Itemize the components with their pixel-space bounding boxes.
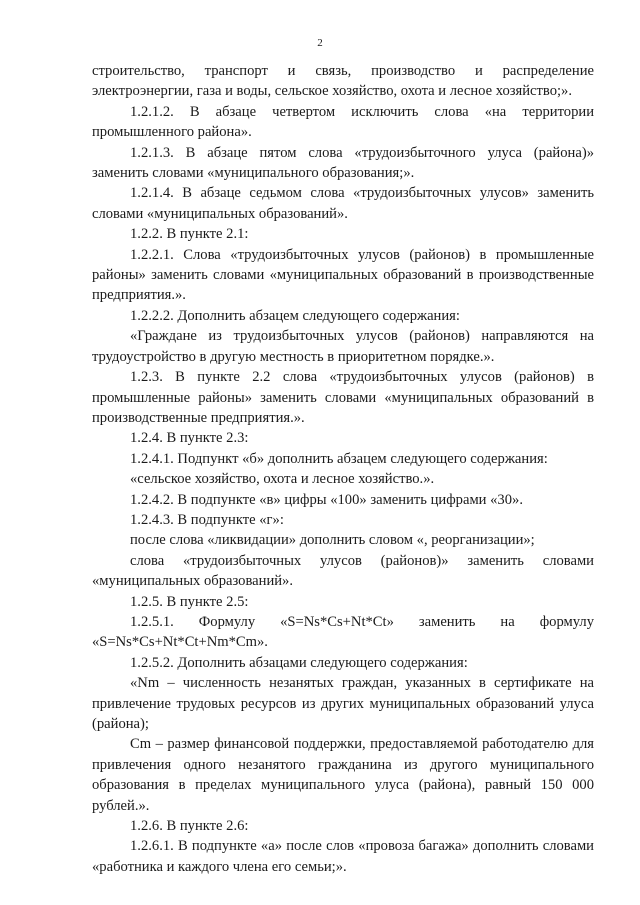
paragraph: 1.2.1.2. В абзаце четвертом исключить слова «на территории промышленного района».: [92, 103, 594, 141]
paragraph: после слова «ликвидации» дополнить словом «, реорганизации»;: [130, 532, 535, 549]
paragraph: 1.2.4. В пункте 2.3:: [130, 430, 249, 447]
page-number: 2: [317, 37, 323, 49]
paragraph: 1.2.6.1. В подпункте «а» после слов «провоза багажа» дополнить словами «работника и каждого члена его семьи;».: [92, 838, 594, 875]
paragraph: слова «трудоизбыточных улусов (районов)» заменить словами «муниципальных образований».: [92, 552, 594, 590]
paragraph: 1.2.2. В пункте 2.1:: [130, 226, 249, 243]
paragraph: 1.2.3. В пункте 2.2 слова «трудоизбыточных улусов (районов) в промышленные районы» заменить словами «муниципальных образований в производственные предприятия.».: [92, 369, 594, 426]
paragraph: 1.2.5. В пункте 2.5:: [130, 593, 249, 610]
paragraph: строительство, транспорт и связь, производство и распределение электроэнергии, газа и воды, сельское хозяйство, охота и лесное хозяйство;».: [92, 63, 594, 100]
paragraph: Cm – размер финансовой поддержки, предоставляемой работодателю для привлечения одного незанятого гражданина из другого муниципального образования в пределах муниципального улуса (района), равный 150 000 рублей.».: [92, 736, 594, 814]
paragraph: 1.2.4.2. В подпункте «в» цифры «100» заменить цифрами «30».: [130, 491, 523, 508]
paragraph: 1.2.4.1. Подпункт «б» дополнить абзацем следующего содержания:: [130, 450, 548, 467]
paragraph: 1.2.4.3. В подпункте «г»:: [130, 511, 284, 528]
paragraph: 1.2.6. В пункте 2.6:: [130, 818, 249, 835]
paragraph: 1.2.5.1. Формулу «S=Ns*Cs+Nt*Ct» заменить на формулу «S=Ns*Cs+Nt*Ct+Nm*Cm».: [92, 613, 594, 651]
paragraph: «Nm – численность незанятых граждан, указанных в сертификате на привлечение трудовых ресурсов из других муниципальных образований улуса (района);: [92, 675, 594, 732]
paragraph: 1.2.2.2. Дополнить абзацем следующего содержания:: [130, 307, 460, 324]
paragraph: 1.2.5.2. Дополнить абзацами следующего содержания:: [130, 654, 468, 671]
paragraph: «сельское хозяйство, охота и лесное хозяйство.».: [130, 471, 435, 488]
paragraph: 1.2.1.3. В абзаце пятом слова «трудоизбыточного улуса (района)» заменить словами «муниципального образования;».: [92, 144, 594, 182]
paragraph: «Граждане из трудоизбыточных улусов (районов) направляются на трудоустройство в другую местность в приоритетном порядке.».: [92, 328, 594, 365]
paragraph: 1.2.1.4. В абзаце седьмом слова «трудоизбыточных улусов» заменить словами «муниципальных образований».: [92, 185, 594, 222]
paragraph: 1.2.2.1. Слова «трудоизбыточных улусов (районов) в промышленные районы» заменить словами «муниципальных образований в производственные предприятия.».: [92, 246, 594, 304]
document-body: [92, 61, 594, 877]
